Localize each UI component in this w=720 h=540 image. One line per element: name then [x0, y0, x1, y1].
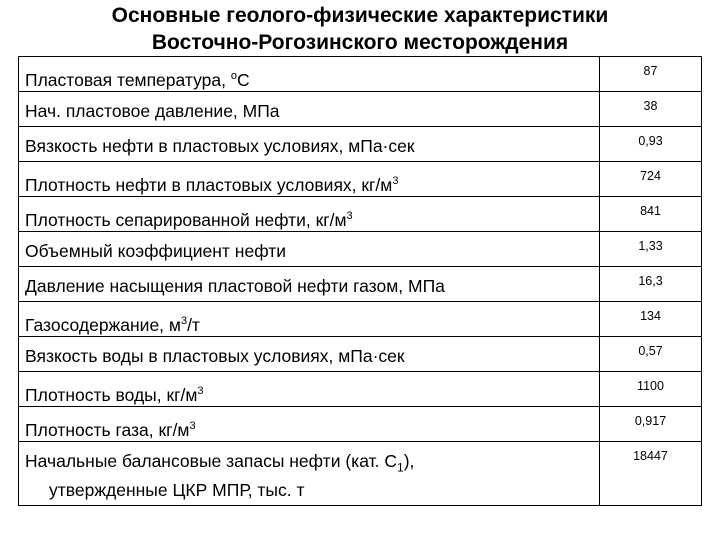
row-label: Плотность воды, $кг/м^3$: [19, 372, 600, 407]
row-value: 1,33: [600, 232, 702, 267]
table-row: [19, 57, 702, 92]
row-label: Пластовая температура, $^о$С: [19, 57, 600, 92]
row-label: Начальные балансовые запасы нефти (кат. $С_1$), утвержденные ЦКР МПР, тыс. т: [19, 442, 600, 506]
table-row: [19, 302, 702, 337]
table-row: [19, 442, 702, 506]
characteristics-table: [18, 56, 702, 506]
row-value: 724: [600, 162, 702, 197]
row-value: 841: [600, 197, 702, 232]
row-value: 16,3: [600, 267, 702, 302]
row-label: Объемный коэффициент нефти: [19, 232, 600, 267]
row-value: 0,57: [600, 337, 702, 372]
table-row: [19, 197, 702, 232]
row-value: 0,93: [600, 127, 702, 162]
page-title: [0, 2, 720, 56]
row-label: Плотность нефти в пластовых условиях, $кг/м^3$: [19, 162, 600, 197]
table-row: [19, 162, 702, 197]
row-label: Давление насыщения пластовой нефти газом, МПа: [19, 267, 600, 302]
title-line-2: Восточно-Рогозинского месторождения: [151, 31, 569, 54]
row-value: 134: [600, 302, 702, 337]
title-line-1: Основные геолого-физические характеристики: [111, 4, 609, 27]
table-row: [19, 372, 702, 407]
table-row: [19, 407, 702, 442]
row-label: Плотность сепарированной нефти, $кг/м^3$: [19, 197, 600, 232]
table-row: [19, 337, 702, 372]
row-value: 1100: [600, 372, 702, 407]
row-value: 18447: [600, 442, 702, 506]
row-label-line-2: утвержденные ЦКР МПР, тыс. т: [49, 479, 305, 500]
table-row: [19, 267, 702, 302]
row-label: Плотность газа, $кг/м^3$: [19, 407, 600, 442]
table-row: [19, 92, 702, 127]
table-row: [19, 232, 702, 267]
row-label: Вязкость воды в пластовых условиях, мПа·сек: [19, 337, 600, 372]
row-label: Нач. пластовое давление, МПа: [19, 92, 600, 127]
row-value: 0,917: [600, 407, 702, 442]
row-label: Газосодержание, $м^3/т$: [19, 302, 600, 337]
row-value: 38: [600, 92, 702, 127]
table-row: [19, 127, 702, 162]
row-value: 87: [600, 57, 702, 92]
row-label: Вязкость нефти в пластовых условиях, мПа·сек: [19, 127, 600, 162]
